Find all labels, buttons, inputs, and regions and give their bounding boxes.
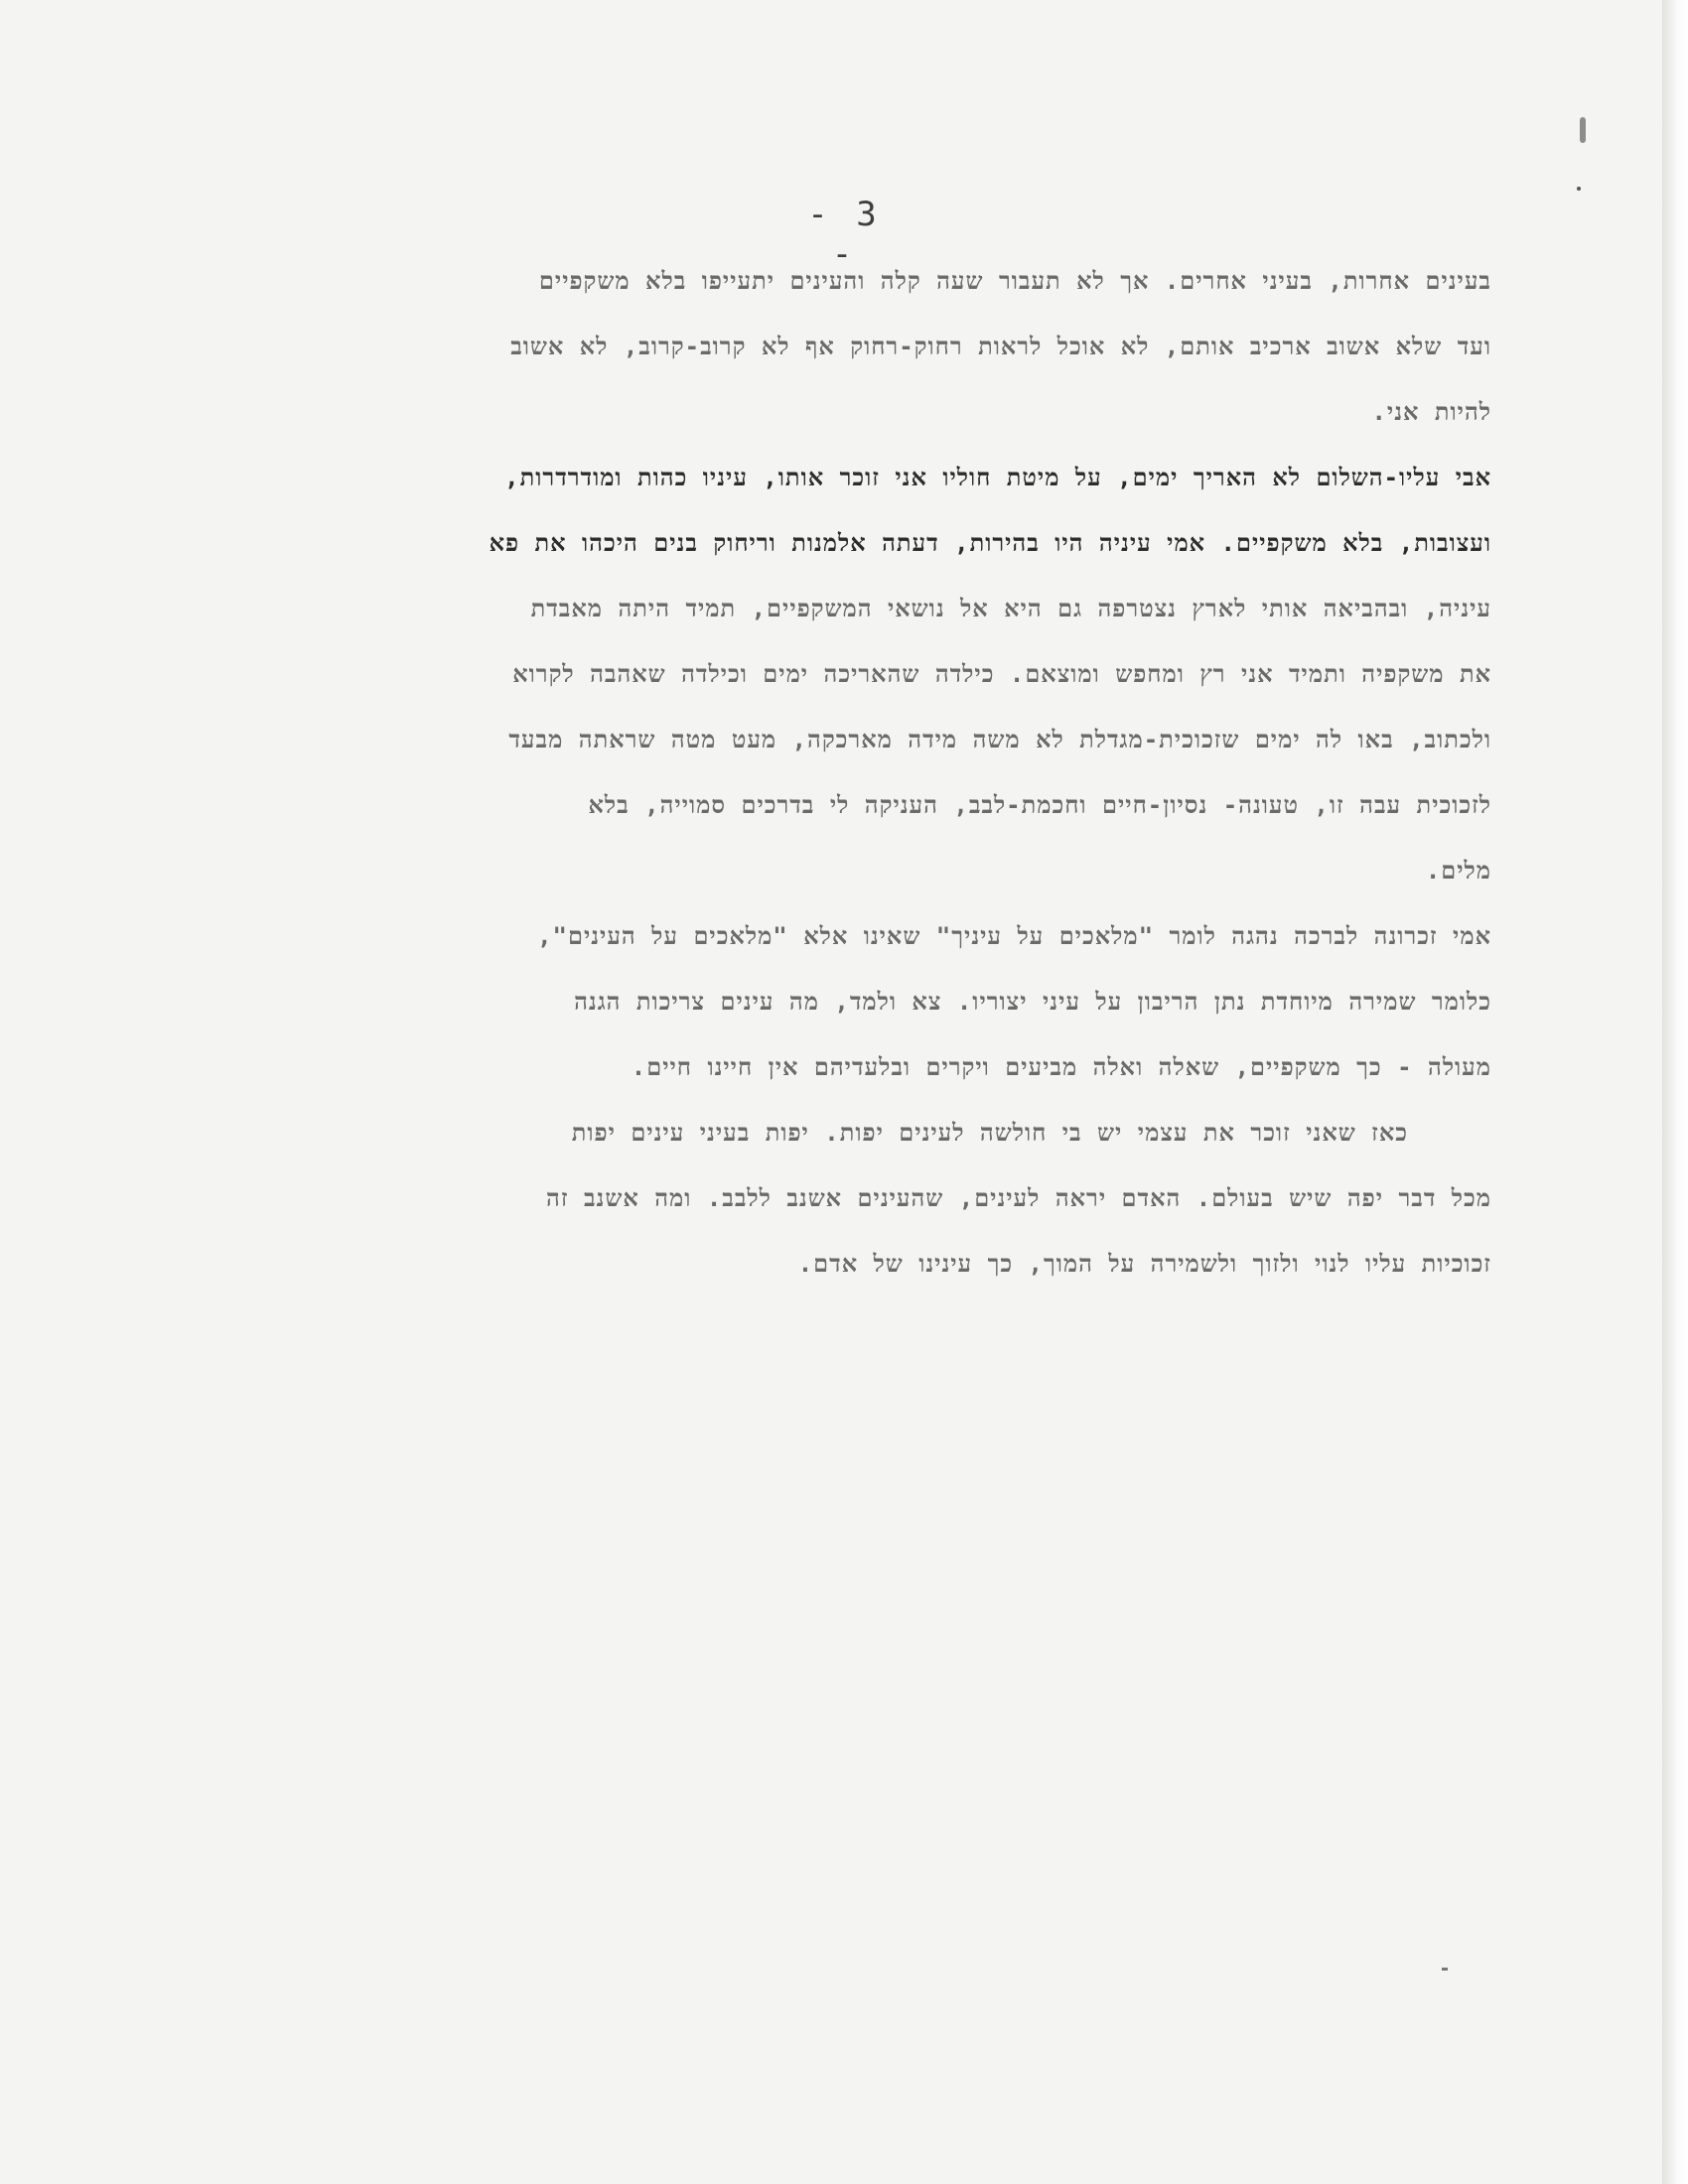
scan-artifact xyxy=(1442,1968,1448,1971)
text-line: ועצובות, בלא משקפיים. אמי עיניה היו בהירות, דעתה אלמנות וריחוק בנים היכהו את פא xyxy=(489,529,1491,557)
text-line: מכל דבר יפה שיש בעולם. האדם יראה לעינים, שהעינים אשנב ללבב. ומה אשנב זה xyxy=(546,1184,1491,1212)
text-line: ולכתוב, באו לה ימים שזכוכית-מגדלת לא משה מידה מארכקה, מעט מטה שראתה מבעד xyxy=(508,726,1491,753)
document-body xyxy=(30,256,1491,1304)
text-line: כלומר שמירה מיוחדת נתן הריבון על עיני יצוריו. צא ולמד, מה עינים צריכות הגנה xyxy=(574,988,1491,1016)
text-line: להיות אני. xyxy=(1371,398,1491,426)
scan-artifact xyxy=(1580,117,1586,143)
page-number: - 3 - xyxy=(807,195,881,274)
text-line: אבי עליו-השלום לא האריך ימים, על מיטת חוליו אני זוכר אותו, עיניו כהות ומודרדרות, xyxy=(504,464,1491,491)
text-line: זכוכיות עליו לנוי ולזוך ולשמירה על המוך, כך עינינו של אדם. xyxy=(797,1250,1491,1278)
scan-right-edge xyxy=(1662,0,1688,2184)
text-line: עיניה, ובהביאה אותי לארץ נצטרפה גם היא אל נושאי המשקפיים, תמיד היתה מאבדת xyxy=(530,595,1491,622)
text-line: כאז שאני זוכר את עצמי יש בי חולשה לעינים יפות. יפות בעיני עינים יפות xyxy=(571,1119,1408,1147)
text-line: בעינים אחרות, בעיני אחרים. אך לא תעבור שעה קלה והעינים יתעייפו בלא משקפיים xyxy=(538,267,1491,295)
text-line: את משקפיה ותמיד אני רץ ומחפש ומוצאם. כילדה שהאריכה ימים וכילדה שאהבה לקרוא xyxy=(512,660,1491,688)
text-line: מלים. xyxy=(1425,857,1491,885)
text-line: ועד שלא אשוב ארכיב אותם, לא אוכל לראות רחוק-רחוק אף לא קרוב-קרוב, לא אשוב xyxy=(510,333,1491,360)
text-line: אמי זכרונה לברכה נהגה לומר "מלאכים על עיניך" שאינו אלא "מלאכים על העינים", xyxy=(537,922,1491,950)
scan-artifact xyxy=(1577,187,1581,191)
text-line: מעולה - כך משקפיים, שאלה ואלה מביעים ויקרים ובלעדיהם אין חיינו חיים. xyxy=(631,1053,1491,1081)
text-line: לזכוכית עבה זו, טעונה- נסיון-חיים וחכמת-לבב, העניקה לי בדרכים סמוייה, בלא xyxy=(588,791,1491,819)
